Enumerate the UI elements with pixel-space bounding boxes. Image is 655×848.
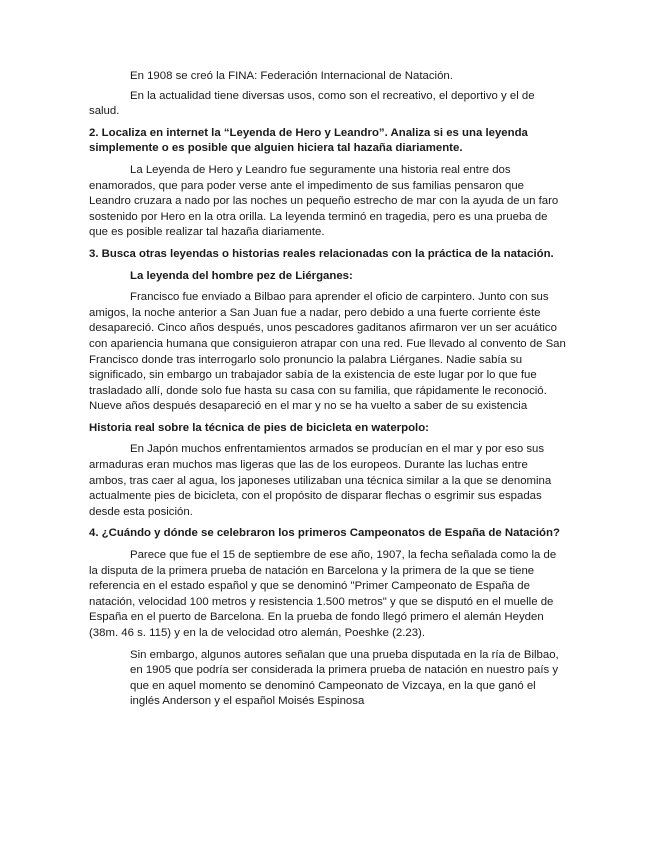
- question-4-answer-bilbao: Sin embargo, algunos autores señalan que una prueba disputada en la ría de Bilbao, en 1905 que podría ser considerada la primera prueba de natación en nuestro país y que en aquel momento se denominó Campeonato de Vizcaya, en la que ganó el inglés Anderson y el español Moisés Espinosa: [130, 648, 559, 708]
- question-4-answer: Parece que fue el 15 de septiembre de ese año, 1907, la fecha señalada como la de la disputa de la primera prueba de natación en Barcelona y la primera de la que se tiene referencia en el estado español y que se denominó "Primer Campeonato de España de natación, velocidad 100 metros y resistencia 1.500 metros" y que se disputó en el muelle de España en el puerto de Barcelona. En la prueba de fondo llegó primero el alemán Heyden (38m. 46 s. 115) y en la de velocidad otro alemán, Poeshke (2.23).: [89, 549, 557, 639]
- legend-hombre-pez-body: Francisco fue enviado a Bilbao para aprender el oficio de carpintero. Junto con sus amigos, la noche anterior a San Juan fue a nadar, pero debido a una fuerte corriente éste desapareció. Cinco años después, unos pescadores gaditanos afirmaron ver un ser acuático con apariencia humana que consiguieron atrapar con una red. Fue llevado al convento de San Francisco donde tras interrogarlo solo pronuncio la palabra Liérganes. Nadie sabía su significado, sin embargo un trabajador sabía de la existencia de este lugar por lo que fue trasladado allí, donde solo fue hasta su casa con su familia, que rápidamente le reconoció. Nueve años después desapareció en el mar y no se ha vuelto a saber de su existencia: [89, 291, 566, 413]
- waterpolo-story-body: En Japón muchos enfrentamientos armados se producían en el mar y por eso sus armaduras eran muchos mas ligeras que las de los europeos. Durante las luchas entre ambos, tras caer al agua, los japoneses utilizaban una técnica similar a la que se denomina actualmente pies de bicicleta, con el propósito de disparar flechas o esgrimir sus espadas desde esta posición.: [89, 443, 552, 518]
- question-2-heading: 2. Localiza en internet la “Leyenda de Hero y Leandro”. Analiza si es una leyenda simplemente o es posible que alguien hiciera tal hazaña diariamente.: [89, 126, 528, 155]
- paragraph-usos: En la actualidad tiene diversas usos, como son el recreativo, el deportivo y el de salud.: [89, 89, 535, 118]
- question-3-heading: 3. Busca otras leyendas o historias reales relacionadas con la práctica de la natación.: [89, 247, 554, 260]
- waterpolo-story-heading: Historia real sobre la técnica de pies de bicicleta en waterpolo:: [89, 421, 429, 434]
- paragraph-fina: En 1908 se creó la FINA: Federación Internacional de Natación.: [130, 70, 453, 82]
- document-content: [89, 69, 567, 716]
- question-2-answer: La Leyenda de Hero y Leandro fue seguramente una historia real entre dos enamorados, que para poder verse ante el impedimento de sus familias pensaron que Leandro cruzara a nado por las noches un pequeño estrecho de mar con la ayuda de un faro sostenido por Hero en la otra orilla. La leyenda terminó en tragedia, pero es una prueba de que es posible realizar tal hazaña diariamente.: [89, 163, 559, 239]
- question-4-heading: 4. ¿Cuándo y dónde se celebraron los primeros Campeonatos de España de Natación?: [89, 527, 560, 540]
- legend-hombre-pez-heading: La leyenda del hombre pez de Liérganes:: [130, 269, 353, 282]
